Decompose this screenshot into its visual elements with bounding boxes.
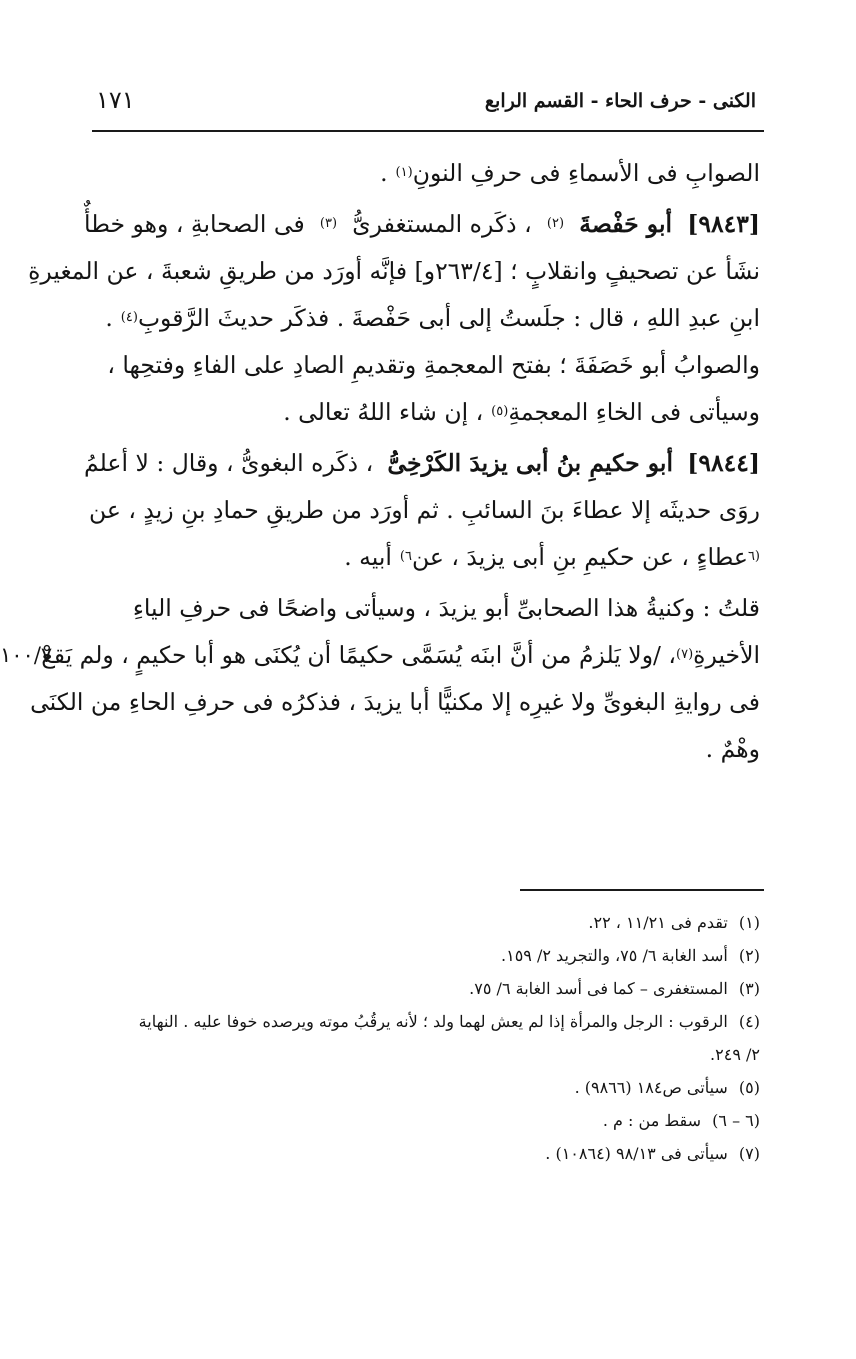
text-run: والصوابُ أبو خَصَفَةَ ؛ بفتح المعجمةِ وتقديمِ الصادِ على الفاءِ وفتحِها ، bbox=[107, 351, 760, 380]
footnote bbox=[70, 1071, 760, 1104]
footnote-ref: (٤) bbox=[120, 310, 138, 326]
text-run: ، ذكَره البغوىُّ ، وقال : لا أعلمُ bbox=[84, 449, 374, 478]
footnote-ref: (١) bbox=[395, 165, 413, 181]
text-run: وهْمٌ . bbox=[705, 735, 760, 764]
entry-number: [٩٨٤٤] bbox=[687, 449, 760, 478]
footnote-number: (٤) bbox=[738, 1012, 760, 1031]
footnote-ref: (٢) bbox=[546, 216, 565, 232]
footnote-text: ٢/ ٢٤٩. bbox=[710, 1045, 760, 1064]
footnote-text: تقدم فى ١١/٢١ ، ٢٢. bbox=[588, 913, 728, 932]
footnote bbox=[70, 1005, 760, 1038]
footnote-number: (٢) bbox=[738, 946, 760, 965]
text-run: أبيه . bbox=[344, 543, 392, 572]
footnote-text: سيأتى فى ٩٨/١٣ (١٠٨٦٤) . bbox=[545, 1144, 728, 1163]
text-run: قلتُ : وكنيةُ هذا الصحابىِّ أبو يزيدَ ، وسيأتى واضحًا فى حرفِ الياءِ bbox=[132, 594, 760, 623]
footnote-ref: ٦) bbox=[399, 549, 412, 565]
text-line bbox=[30, 679, 760, 726]
footnote-separator bbox=[520, 889, 764, 891]
text-run: الأخيرةِ bbox=[693, 641, 760, 670]
footnote bbox=[70, 972, 760, 1005]
text-run: نشَأ عن تصحيفٍ وانقلابٍ ؛ [٢٦٣/٤و] فإنَّه أورَد من طريقِ شعبةَ ، عن المغيرةِ bbox=[28, 257, 760, 286]
footnote-text: الرقوب : الرجل والمرأة إذا لم يعش لهما ولد ؛ لأنه يرقُبُ موته ويرصده خوفا عليه . النهاية bbox=[138, 1012, 728, 1031]
footnote-continuation bbox=[70, 1038, 760, 1071]
running-head: الكنى - حرف الحاء - القسم الرابع bbox=[484, 90, 756, 112]
footnote-number: (٥) bbox=[738, 1078, 760, 1097]
entry-9844-line bbox=[84, 440, 760, 487]
margin-reference: ١٠٠/٧ bbox=[0, 642, 53, 667]
text-run: روَى حديثَه إلا عطاءَ بنَ السائبِ . ثم أورَد من طريقِ حمادِ بنِ زيدٍ ، عن bbox=[88, 496, 760, 525]
text-line bbox=[84, 342, 760, 389]
footnote-text: سيأتى ص١٨٤ (٩٨٦٦) . bbox=[574, 1078, 728, 1097]
footnote-ref: (٧) bbox=[676, 647, 694, 663]
text-run: الصوابِ فى الأسماءِ فى حرفِ النونِ bbox=[412, 159, 760, 188]
footnote-number: (١) bbox=[738, 913, 760, 932]
text-run: عطاءٍ ، عن حكيمِ بنِ أبى يزيدَ ، عن bbox=[411, 543, 748, 572]
entry-name: أبو حَفْصةَ bbox=[579, 210, 673, 239]
footnote-text: المستغفرى – كما فى أسد الغابة ٦/ ٧٥. bbox=[469, 979, 728, 998]
footnote-number: (٧) bbox=[738, 1144, 760, 1163]
header-rule bbox=[92, 130, 764, 132]
footnote-text: أسد الغابة ٦/ ٧٥، والتجريد ٢/ ١٥٩. bbox=[501, 946, 728, 965]
footnote-ref: (٦ bbox=[747, 549, 760, 565]
text-line bbox=[84, 389, 760, 436]
main-text bbox=[0, 150, 760, 773]
footnote-ref: (٣) bbox=[319, 216, 338, 232]
footnotes bbox=[70, 906, 760, 1170]
footnote bbox=[70, 939, 760, 972]
text-run: . bbox=[380, 159, 388, 188]
text-run: ، /ولا يَلزمُ من أنَّ ابنَه يُسَمَّى حكيمًا أن يُكنَى هو أبا حكيمٍ ، ولم يَقعْ bbox=[41, 641, 677, 670]
text-run: ، ذكَره المستغفرىُّ bbox=[352, 210, 532, 239]
text-line bbox=[84, 585, 760, 632]
footnote-text: سقط من : م . bbox=[602, 1111, 702, 1130]
footnote bbox=[70, 1137, 760, 1170]
text-line bbox=[28, 248, 760, 295]
footnote-ref: (٥) bbox=[491, 404, 509, 420]
page-number: ١٧١ bbox=[96, 86, 135, 114]
text-line bbox=[84, 487, 760, 534]
text-run: . bbox=[105, 304, 113, 333]
text-line bbox=[84, 150, 760, 197]
text-run: فى الصحابةِ ، وهو خطأٌ bbox=[84, 210, 305, 239]
text-run: فى روايةِ البغوىِّ ولا غيرِه إلا مكنيًّا أبا يزيدَ ، فذكرُه فى حرفِ الحاءِ من الكنَى bbox=[30, 688, 760, 717]
footnote bbox=[70, 1104, 760, 1137]
footnote-number: (٣) bbox=[738, 979, 760, 998]
text-line bbox=[0, 632, 760, 679]
text-line bbox=[84, 295, 760, 342]
footnote bbox=[70, 906, 760, 939]
text-run: ، إن شاء اللهُ تعالى . bbox=[283, 398, 484, 427]
text-run: وسيأتى فى الخاءِ المعجمةِ bbox=[508, 398, 760, 427]
entry-number: [٩٨٤٣] bbox=[687, 210, 760, 239]
text-run: ابنِ عبدِ اللهِ ، قال : جلَستُ إلى أبى حَفْصةَ . فذكَر حديثَ الرَّقوبِ bbox=[137, 304, 760, 333]
text-line bbox=[84, 534, 760, 581]
text-line bbox=[84, 726, 760, 773]
entry-name: أبو حكيمِ بنُ أبى يزيدَ الكَرْخِىُّ bbox=[387, 449, 673, 478]
footnote-number: (٦ – ٦) bbox=[712, 1111, 760, 1130]
entry-9843-line bbox=[84, 201, 760, 248]
